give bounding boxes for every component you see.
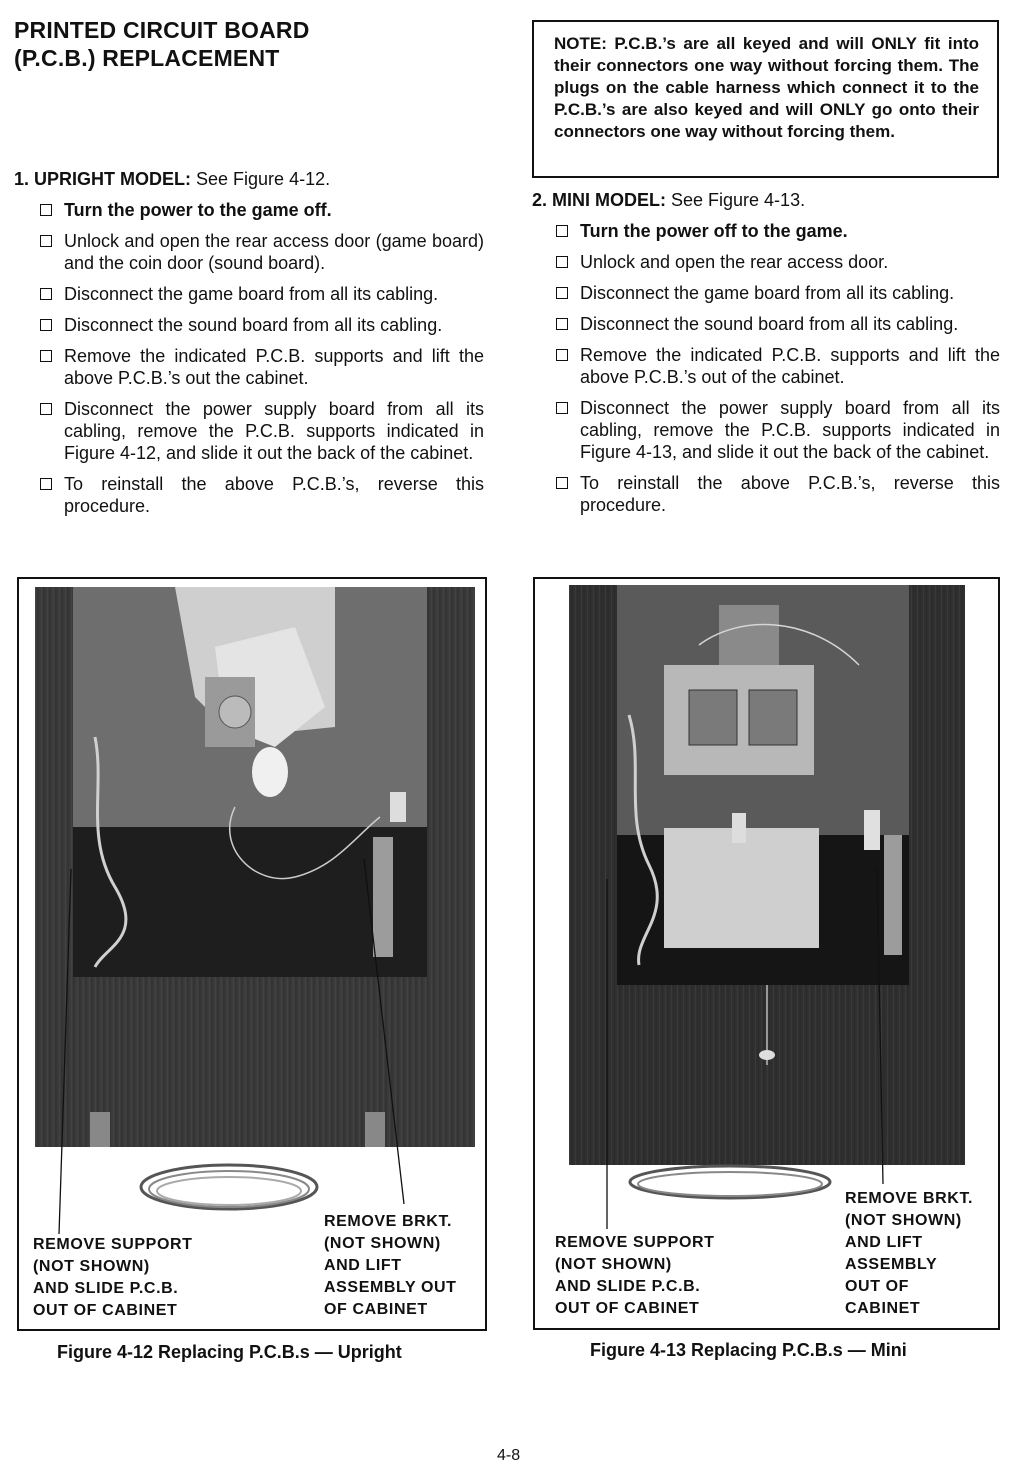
list-item (38, 230, 484, 274)
step-text: Unlock and open the rear access door. (580, 252, 889, 272)
upright-heading-label: 1. UPRIGHT MODEL: (14, 169, 192, 189)
upright-steps (38, 199, 484, 517)
checkbox-icon (40, 319, 52, 331)
step-text: To reinstall the above P.C.B.’s, reverse this procedure. (64, 474, 484, 516)
list-item (38, 283, 484, 305)
checkbox-icon (556, 477, 568, 489)
note-text: NOTE: P.C.B.’s are all keyed and will ONLY fit into their connectors one way without forcing them. The plugs on the cable harness which connect it to the P.C.B.’s are also keyed and will ONLY go onto their connectors one way without forcing them. (554, 34, 979, 141)
checkbox-icon (556, 225, 568, 237)
list-item (38, 314, 484, 336)
list-item (554, 220, 1000, 242)
mini-heading-label: 2. MINI MODEL: (532, 190, 666, 210)
step-text: Disconnect the game board from all its cabling. (64, 284, 439, 304)
list-item (38, 398, 484, 464)
step-text: Disconnect the power supply board from all its cabling, remove the P.C.B. supports indicated in Figure 4-13, and slide it out the back of the cabinet. (580, 398, 1000, 462)
checkbox-icon (40, 350, 52, 362)
list-item (554, 282, 1000, 304)
checkbox-icon (556, 318, 568, 330)
step-text: Disconnect the game board from all its cabling. (580, 283, 955, 303)
checkbox-icon (40, 288, 52, 300)
figure-upright-caption: Figure 4-12 Replacing P.C.B.s — Upright (57, 1342, 402, 1362)
list-item (554, 313, 1000, 335)
step-text: Remove the indicated P.C.B. supports and lift the above P.C.B.’s out the cabinet. (64, 346, 484, 388)
mini-steps (554, 220, 1000, 516)
note-box (532, 20, 999, 178)
list-item (38, 473, 484, 517)
mini-section (532, 188, 1000, 525)
step-text: Disconnect the power supply board from all its cabling, remove the P.C.B. supports indicated in Figure 4-12, and slide it out the back of the cabinet. (64, 399, 484, 463)
mini-heading-ref: See Figure 4-13. (666, 190, 806, 210)
step-text: Turn the power off to the game. (580, 221, 848, 241)
checkbox-icon (40, 235, 52, 247)
figure-upright (17, 577, 487, 1331)
step-text: Turn the power to the game off. (64, 200, 332, 220)
list-item (38, 199, 484, 221)
page-title-line-2: (P.C.B.) REPLACEMENT (14, 45, 280, 71)
checkbox-icon (556, 287, 568, 299)
step-text: To reinstall the above P.C.B.’s, reverse this procedure. (580, 473, 1000, 515)
step-text: Remove the indicated P.C.B. supports and lift the above P.C.B.’s out of the cabinet. (580, 345, 1000, 387)
figure-mini-caption: Figure 4-13 Replacing P.C.B.s — Mini (590, 1340, 907, 1360)
checkbox-icon (40, 204, 52, 216)
checkbox-icon (556, 349, 568, 361)
page-number: 4-8 (497, 1447, 521, 1464)
checkbox-icon (556, 402, 568, 414)
upright-label-remove-bracket: REMOVE BRKT. (NOT SHOWN) AND LIFT ASSEMBLY OUT OF CABINET (324, 1213, 457, 1318)
mini-label-remove-bracket: REMOVE BRKT. (NOT SHOWN) AND LIFT ASSEMBLY OUT OF CABINET (845, 1190, 974, 1317)
list-item (38, 345, 484, 389)
checkbox-icon (40, 403, 52, 415)
upright-label-remove-support: REMOVE SUPPORT (NOT SHOWN) AND SLIDE P.C.B. OUT OF CABINET (33, 1236, 193, 1319)
figure-mini (533, 577, 1000, 1330)
mini-heading (532, 188, 1000, 212)
step-text: Disconnect the sound board from all its cabling. (64, 315, 443, 335)
upright-heading (14, 167, 484, 191)
step-text: Disconnect the sound board from all its cabling. (580, 314, 959, 334)
page-title-line-1: PRINTED CIRCUIT BOARD (14, 17, 310, 43)
list-item (554, 397, 1000, 463)
list-item (554, 472, 1000, 516)
list-item (554, 251, 1000, 273)
upright-section (14, 167, 484, 526)
upright-heading-ref: See Figure 4-12. (191, 169, 331, 189)
checkbox-icon (556, 256, 568, 268)
mini-label-remove-support: REMOVE SUPPORT (NOT SHOWN) AND SLIDE P.C.B. OUT OF CABINET (555, 1234, 715, 1317)
checkbox-icon (40, 478, 52, 490)
step-text: Unlock and open the rear access door (game board) and the coin door (sound board). (64, 231, 484, 273)
list-item (554, 344, 1000, 388)
page-title (14, 16, 310, 72)
